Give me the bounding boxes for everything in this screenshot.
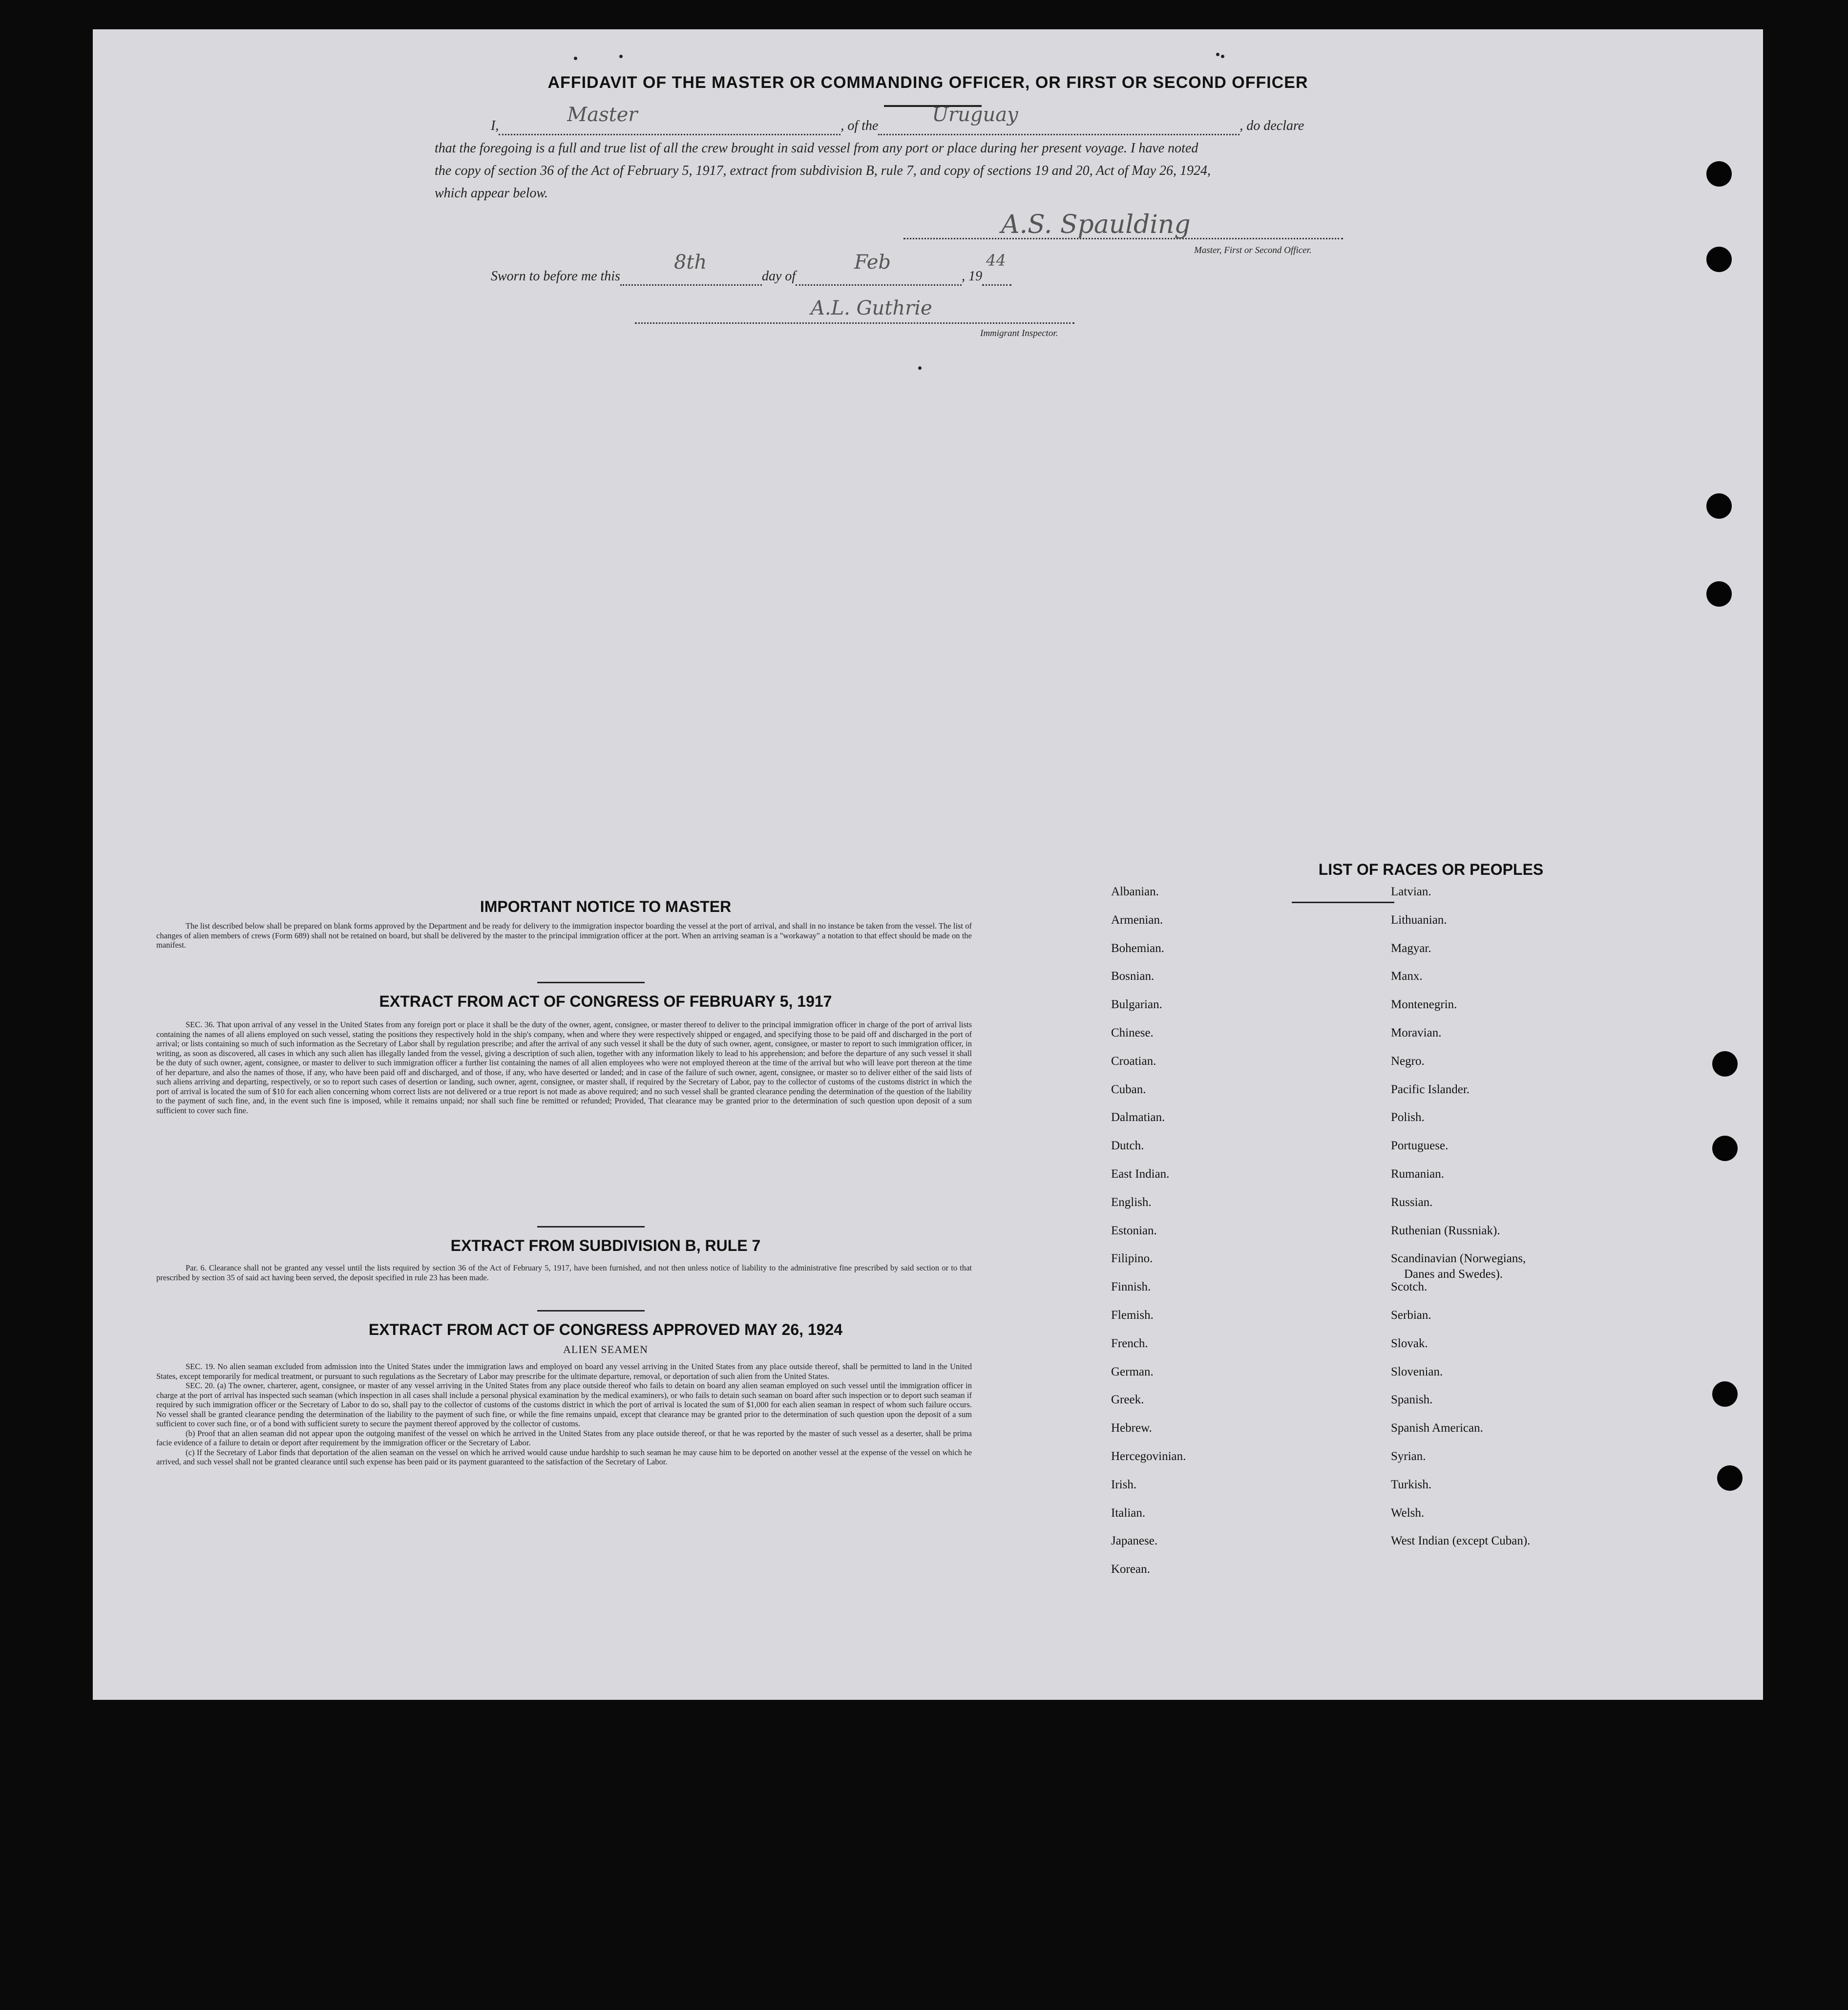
race-item: Russian. [1391,1195,1433,1209]
race-item: Magyar. [1391,941,1431,955]
alien-seamen-subtitle: ALIEN SEAMEN [563,1343,648,1355]
affidavit-line-4: which appear below. [435,186,548,201]
extract-1924-title: EXTRACT FROM ACT OF CONGRESS APPROVED MAY 26, 1924 [368,1321,843,1338]
race-item: Korean. [1111,1563,1150,1576]
race-item: Croatian. [1111,1054,1156,1068]
race-item: Montenegrin. [1391,998,1457,1012]
race-item: Filipino. [1111,1252,1153,1266]
binder-hole [1717,1465,1743,1491]
race-item: Negro. [1391,1054,1425,1068]
extract-1924-body [156,1362,972,1467]
name-handwriting: Master [567,104,638,126]
notice-body [156,921,972,950]
binder-hole [1712,1381,1738,1407]
extract-1917-rule [537,1226,645,1227]
races-title-rule [1292,902,1394,903]
vessel-handwriting: Uruguay [932,104,1018,126]
race-item: French. [1111,1336,1148,1350]
race-item: Latvian. [1391,885,1431,898]
race-item: Greek. [1111,1393,1144,1407]
affidavit-line-1 [491,104,1304,135]
extract-1917-title: EXTRACT FROM ACT OF CONGRESS OF FEBRUARY 5, 1917 [379,993,832,1010]
race-item: Welsh. [1391,1506,1425,1520]
race-item: Spanish American. [1391,1421,1483,1435]
affidavit-title: AFFIDAVIT OF THE MASTER OR COMMANDING OFFICER, OR FIRST OR SECOND OFFICER [547,73,1308,92]
race-item: Serbian. [1391,1309,1431,1322]
race-item: Scandinavian (Norwegians, [1391,1252,1526,1266]
rule-7-title: EXTRACT FROM SUBDIVISION B, RULE 7 [450,1237,761,1254]
race-item: Hercegovinian. [1111,1450,1186,1463]
year-prefix: , 19 [962,269,983,284]
race-item: Rumanian. [1391,1167,1445,1181]
day-field [620,251,762,286]
sworn-label: Sworn to before me this [491,269,620,284]
master-caption: Master, First or Second Officer. [1194,245,1312,255]
race-item: Irish. [1111,1478,1137,1491]
affidavit-line-3: the copy of section 36 of the Act of February 5, 1917, extract from subdivision B, rule 7, and copy of sections 19 and 20, Act of May 26, 1924, [435,163,1211,178]
race-item: Turkish. [1391,1478,1432,1491]
race-item: Italian. [1111,1506,1146,1520]
race-item: Syrian. [1391,1450,1426,1463]
race-item: English. [1111,1195,1152,1209]
of-the-label: , of the [840,118,879,133]
race-item: Armenian. [1111,913,1163,927]
race-item: Bulgarian. [1111,998,1162,1012]
binder-hole [1706,161,1732,187]
month-field [796,251,962,286]
race-item: Danes and Swedes). [1404,1268,1503,1281]
race-item: Lithuanian. [1391,913,1447,927]
rule-7-body [156,1263,972,1282]
section-20a-paragraph: SEC. 20. (a) The owner, charterer, agent, consignee, or master of any vessel arriving in the United States from any place outside thereof who fails to detain on board any alien seaman employed on such vessel until the immigration officer in charge at the port of arrival has inspected such seaman (which inspection in all cases shall include a personal physical examination by the medical examiners), or who fails to detain such seaman on board after such inspection or to deport such seaman if required by such immigration officer or the Secretary of Labor to do so, shall pay to the collector of customs of the customs district in which the port of arrival is located the sum of $1,000 for each alien seaman in respect of whom such failure occurs. No vessel shall be granted clearance pending the determination of the liability to the payment of such fine, or while the fine remains unpaid, except that clearance may be granted prior to the determination of such question upon the deposit of a sum sufficient to cover such fine, or of a bond with sufficient surety to secure the payment thereof approved by the collector of customs. [156,1381,972,1428]
extract-1917-body [156,1020,972,1115]
section-20c-paragraph: (c) If the Secretary of Labor finds that deportation of the alien seaman on the vessel on which he arrived would cause undue hardship to such seaman he may cause him to be deported on another vessel at the expense of the vessel on which he arrived, and such vessel shall not be granted clearance until such expense has been paid or its payment guaranteed to the satisfaction of the Secretary of Labor. [156,1447,972,1466]
race-item: Portuguese. [1391,1139,1449,1153]
race-item: West Indian (except Cuban). [1391,1534,1531,1548]
i-label: I, [491,118,499,133]
speck [1216,53,1219,56]
speck [918,366,922,370]
binder-hole [1706,581,1732,607]
sworn-line [491,251,1011,286]
inspector-caption: Immigrant Inspector. [980,328,1058,339]
document-page [93,29,1763,1700]
speck [574,57,577,60]
speck [619,55,623,58]
race-item: Finnish. [1111,1280,1151,1294]
notice-title: IMPORTANT NOTICE TO MASTER [480,898,732,915]
section-20b-paragraph: (b) Proof that an alien seaman did not appear upon the outgoing manifest of the vessel on which he arrived in the United States from any place outside thereof, or that he was reported by the master of such vessel as a deserter, shall be prima facie evidence of a failure to detain or deport after requirement by the immigration officer or the Secretary of Labor. [156,1428,972,1447]
race-item: Polish. [1391,1111,1425,1124]
race-item: Hebrew. [1111,1421,1152,1435]
race-item: Bosnian. [1111,970,1155,983]
vessel-field [878,104,1239,135]
race-item: Dutch. [1111,1139,1144,1153]
race-item: Albanian. [1111,885,1159,898]
inspector-signature-line [635,321,1074,324]
year-handwriting: 44 [986,251,1006,270]
day-of-label: day of [761,269,796,284]
day-handwriting: 8th [673,251,707,274]
declare-label: , do declare [1239,118,1304,133]
section-36-paragraph: SEC. 36. That upon arrival of any vessel in the United States from any foreign port or place it shall be the duty of the owner, agent, consignee, or master thereof to deliver to the principal immigration officer in charge of the port of arrival lists containing the names of all aliens employed on such vessel, stating the positions they respectively hold in the ship's company, when and where they were respectively shipped or engaged, and specifying those to be paid off and discharged in the port of arrival; or lists containing so much of such information as the Secretary of Labor shall by regulation prescribe; and after the arrival of any such vessel it shall be the duty of such owner, agent, consignee, or master to report to such immigration officer, in writing, as soon as discovered, all cases in which any such alien has illegally landed from the vessel, giving a description of such alien, together with any information likely to lead to his apprehension; and before the departure of any such vessel it shall be the duty of such owner, agent, consignee, or master to deliver to such immigration officer a further list containing the names of all alien employees who were not employed thereon at the time of the arrival but who will leave port thereon at the time of her departure, and also the names of those, if any, who have been paid off and discharged, and of those, if any, who have deserted or landed; and in case of the failure of such owner, agent, consignee, or master so to deliver either of the said lists of such aliens arriving and departing, respectively, or so to report such cases of desertion or landing, such owner, agent, consignee, or master shall, if required by the Secretary of Labor, pay to the collector of customs of the customs district in which the port of arrival is located the sum of $10 for each alien concerning whom correct lists are not delivered or a true report is not made as above required; and no such vessel shall be granted clearance pending the determination of the question of the liability to the payment of such fine, and, in the event such fine is imposed, while it remains unpaid; nor shall such fine be remitted or refunded; Provided, That clearance may be granted prior to the determination of such question upon deposit of a sum sufficient to cover such fine. [156,1020,972,1115]
speck [1221,55,1224,58]
race-item: Pacific Islander. [1391,1082,1470,1096]
binder-hole [1706,493,1732,519]
binder-hole [1712,1136,1738,1161]
master-signature: A.S. Spaulding [1001,210,1191,239]
race-item: Chinese. [1111,1026,1154,1039]
race-item: Cuban. [1111,1082,1146,1096]
race-item: Slovenian. [1391,1365,1443,1378]
race-item: Japanese. [1111,1534,1158,1548]
races-title: LIST OF RACES OR PEOPLES [1318,861,1544,878]
race-item: Slovak. [1391,1336,1428,1350]
race-item: Scotch. [1391,1280,1428,1294]
race-item: Flemish. [1111,1309,1154,1322]
race-item: Spanish. [1391,1393,1433,1407]
race-item: Manx. [1391,970,1423,983]
inspector-signature: A.L. Guthrie [811,297,932,319]
notice-rule [537,982,645,983]
rule-7-rule [537,1310,645,1312]
name-field [499,104,840,135]
race-item: Moravian. [1391,1026,1442,1039]
race-item: Bohemian. [1111,941,1165,955]
race-item: Ruthenian (Russniak). [1391,1224,1500,1237]
rule-7-paragraph: Par. 6. Clearance shall not be granted any vessel until the lists required by section 36 of the Act of February 5, 1917, have been furnished, and not then unless notice of liability to the administrative fine prescribed by said section or to that prescribed by section 35 of said act having been served, the deposit specified in rule 23 has been made. [156,1263,972,1282]
month-handwriting: Feb [854,251,891,274]
notice-paragraph: The list described below shall be prepared on blank forms approved by the Department and be ready for delivery to the immigration inspector boarding the vessel at the port of arrival, and shall in no instance be taken from the vessel. The list of changes of alien members of crews (Form 689) shall not be retained on board, but shall be delivered by the master to the principal immigration officer at the port. When an arriving seaman is a "workaway" a notation to that effect should be made on the manifest. [156,921,972,950]
year-field [982,251,1011,286]
race-item: Estonian. [1111,1224,1157,1237]
race-item: German. [1111,1365,1154,1378]
race-item: East Indian. [1111,1167,1170,1181]
affidavit-line-2: that the foregoing is a full and true list of all the crew brought in said vessel from any port or place during her present voyage. I have noted [435,141,1198,156]
binder-hole [1712,1051,1738,1077]
race-item: Dalmatian. [1111,1111,1165,1124]
section-19-paragraph: SEC. 19. No alien seaman excluded from admission into the United States under the immigration laws and employed on board any vessel arriving in the United States from any place outside thereof, shall be permitted to land in the United States, except temporarily for medical treatment, or pursuant to such regulations as the Secretary of Labor may prescribe for the ultimate departure, removal, or deportation of such alien from the United States. [156,1362,972,1381]
binder-hole [1706,247,1732,272]
